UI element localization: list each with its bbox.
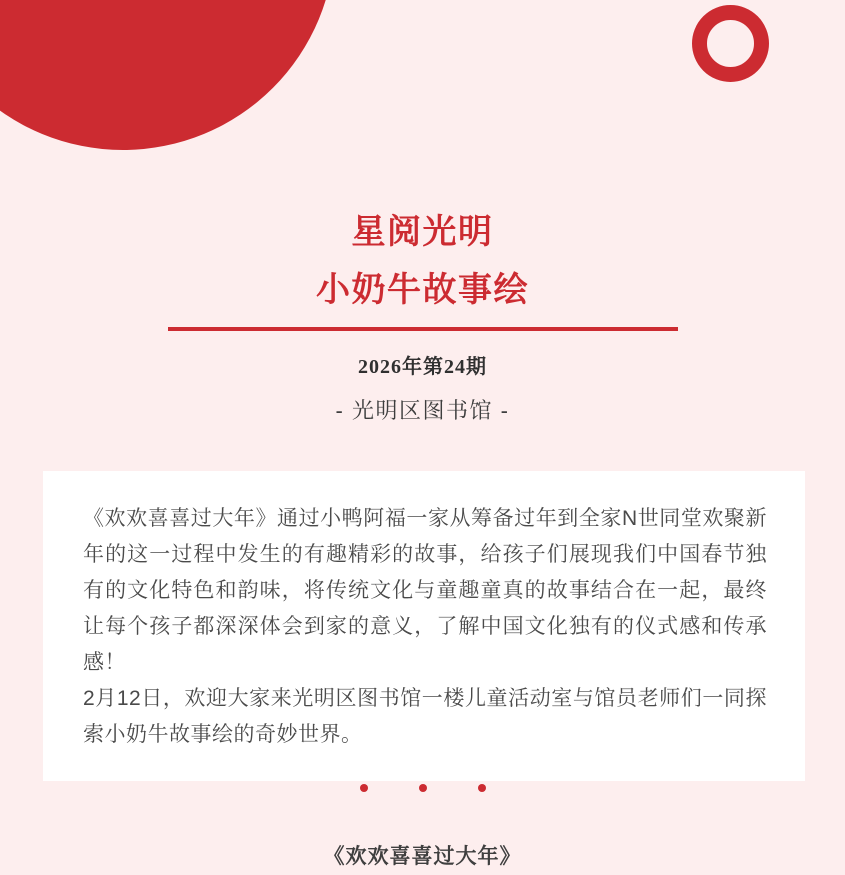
dot-icon — [478, 784, 486, 792]
issue-label: 2026年第24期 — [358, 356, 487, 378]
book-title: 《欢欢喜喜过大年》 — [323, 845, 522, 868]
dot-icon — [419, 784, 427, 792]
page-title-line2: 小奶牛故事绘 — [316, 271, 529, 309]
page-title-line1: 星阅光明 — [351, 213, 494, 251]
dot-separator — [0, 784, 845, 792]
article-paragraph: 2月12日，欢迎大家来光明区图书馆一楼儿童活动室与馆员老师们一同探索小奶牛故事绘的奇妙世界。 — [83, 687, 767, 746]
dot-icon — [360, 784, 368, 792]
article-card — [43, 471, 805, 781]
organization-label: - 光明区图书馆 - — [335, 398, 510, 423]
ring-circle-icon — [692, 5, 769, 82]
article-paragraph: 《欢欢喜喜过大年》通过小鸭阿福一家从筹备过年到全家N世同堂欢聚新年的这一过程中发生的有趣精彩的故事，给孩子们展现我们中国春节独有的文化特色和韵味，将传统文化与童趣童真的故事结合在一起，最终让每个孩子都深深体会到家的意义，了解中国文化独有的仪式感和传承感！ — [83, 507, 767, 674]
page-title — [0, 203, 845, 319]
corner-circle-decoration — [0, 0, 335, 150]
title-divider — [168, 327, 678, 331]
